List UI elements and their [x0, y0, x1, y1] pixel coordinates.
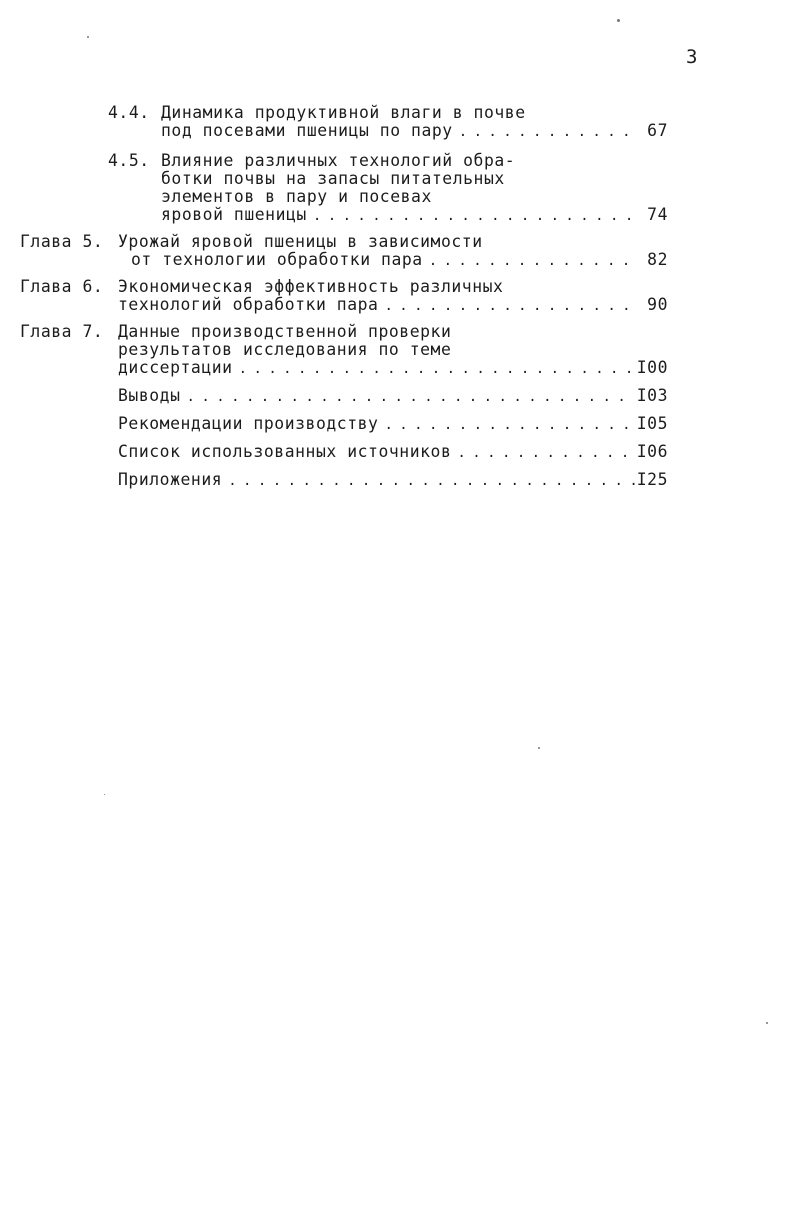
toc-page-ref: 74 — [647, 205, 668, 224]
toc-entry-text: диссертации — [118, 358, 233, 377]
scan-speck — [104, 794, 105, 795]
toc-entry-text: Список использованных источников — [118, 442, 452, 461]
scan-speck — [87, 36, 89, 38]
toc-page-ref: 82 — [647, 250, 668, 269]
dot-leader — [429, 252, 638, 270]
toc-page-ref: I06 — [636, 442, 668, 461]
toc-entry-chapter-6 — [20, 278, 668, 315]
scan-speck — [617, 19, 620, 22]
toc-entry-last-line — [118, 359, 668, 378]
dot-leader — [384, 297, 638, 315]
toc-entry-label: Глава 6. — [20, 277, 104, 296]
toc-entry-chapter-7 — [20, 323, 668, 378]
toc-entry-last-line — [118, 471, 668, 490]
toc-entry-references — [20, 443, 668, 462]
toc-entry-line: ботки почвы на запасы питательных — [161, 169, 505, 188]
toc-page-ref: I03 — [636, 386, 668, 405]
toc-entry-chapter-5 — [20, 233, 668, 270]
table-of-contents — [20, 104, 680, 490]
toc-page-ref: 67 — [647, 121, 668, 140]
dot-leader — [187, 388, 635, 406]
toc-entry-4-5 — [108, 152, 668, 225]
toc-entry-last-line — [161, 122, 668, 141]
toc-entry-appendices — [20, 471, 668, 490]
dot-leader — [457, 444, 634, 462]
toc-entry-text: Выводы — [118, 386, 181, 405]
toc-entry-line: Данные производственной проверки — [118, 322, 452, 341]
toc-entry-text: Приложения — [118, 470, 223, 489]
toc-page-ref: I25 — [636, 470, 668, 489]
toc-entry-label: 4.4. — [108, 103, 150, 122]
scan-speck — [538, 747, 540, 749]
toc-entry-recommendations — [20, 415, 668, 434]
toc-entry-line: Урожай яровой пшеницы в зависимости — [118, 232, 483, 251]
toc-entry-line: Влияние различных технологий обра- — [161, 151, 516, 170]
toc-entry-line: результатов исследования по теме — [118, 340, 452, 359]
toc-entry-label: Глава 7. — [20, 322, 104, 341]
toc-entry-4-4 — [108, 104, 668, 141]
toc-page-ref: I05 — [636, 414, 668, 433]
toc-entry-line: Экономическая эффективность различных — [118, 277, 504, 296]
toc-page-ref: I00 — [636, 358, 668, 377]
toc-entry-last-line — [118, 296, 668, 315]
toc-entry-line: Динамика продуктивной влаги в почве — [161, 103, 526, 122]
toc-entry-text: яровой пшеницы — [161, 205, 307, 224]
toc-entry-conclusions — [20, 387, 668, 406]
toc-entry-last-line — [118, 387, 668, 406]
toc-entry-last-line — [131, 251, 668, 270]
dot-leader — [459, 123, 638, 141]
toc-entry-last-line — [118, 415, 668, 434]
toc-entry-text: под посевами пшеницы по пару — [161, 121, 453, 140]
toc-entry-text: от технологии обработки пара — [131, 250, 423, 269]
dot-leader — [313, 207, 638, 225]
toc-entry-last-line — [161, 206, 668, 225]
toc-page-ref: 90 — [647, 295, 668, 314]
dot-leader — [384, 416, 634, 434]
toc-entry-text: Рекомендации производству — [118, 414, 379, 433]
dot-leader — [228, 472, 635, 490]
dot-leader — [239, 360, 635, 378]
toc-entry-text: технологий обработки пара — [118, 295, 379, 314]
toc-entry-label: Глава 5. — [20, 232, 104, 251]
toc-entry-label: 4.5. — [108, 151, 150, 170]
toc-entry-line: элементов в пару и посевах — [161, 187, 432, 206]
scan-speck — [766, 1022, 768, 1024]
toc-entry-last-line — [118, 443, 668, 462]
page-number: 3 — [686, 46, 698, 68]
